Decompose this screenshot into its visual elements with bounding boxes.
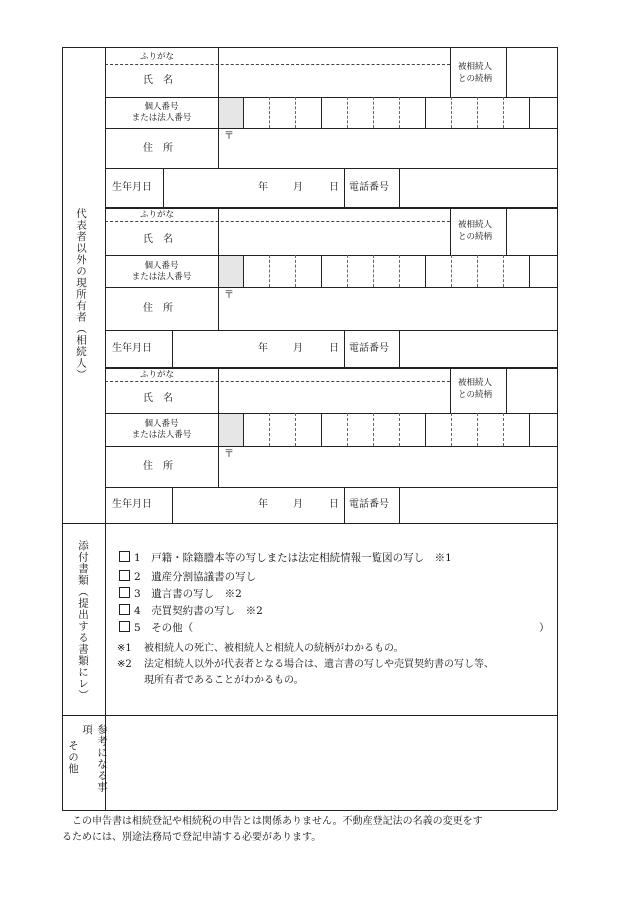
id-digit-divider	[295, 255, 296, 287]
id-digit-divider	[269, 255, 270, 287]
id-digit-shaded	[219, 256, 243, 287]
row-line	[105, 287, 557, 288]
id-label: または法人番号	[131, 430, 192, 440]
relation-label: との続柄	[458, 232, 493, 242]
furigana-label: ふりがな	[140, 210, 175, 220]
id-digit-divider	[295, 97, 296, 128]
month-label: 月	[293, 343, 303, 354]
attachment-option-4[interactable]: 4 売買契約書の写し ※2	[119, 604, 263, 618]
relation-divider-right	[506, 47, 507, 97]
id-digit-divider	[425, 97, 426, 128]
id-digit-divider	[399, 413, 400, 446]
attachment-option-5[interactable]: 5 その他（	[119, 621, 193, 635]
birth-divider	[163, 168, 164, 207]
id-digit-divider	[477, 97, 478, 128]
address-label: 住 所	[143, 461, 173, 472]
relation-divider-right	[506, 207, 507, 255]
relation-label: との続柄	[458, 74, 493, 84]
id-digit-divider	[243, 97, 244, 128]
phone-divider-right	[399, 487, 400, 523]
relation-divider-right	[506, 367, 507, 413]
name-label: 氏 名	[143, 393, 173, 404]
relation-divider-left	[450, 367, 451, 413]
id-digit-divider	[269, 97, 270, 128]
id-label: 個人番号	[144, 261, 179, 271]
id-digit-divider	[503, 413, 504, 446]
birth-divider	[172, 487, 173, 523]
note-2-mark: ※2	[117, 659, 132, 670]
relation-label: 被相続人	[458, 220, 493, 230]
row-line	[105, 413, 557, 414]
id-label: または法人番号	[131, 272, 192, 282]
year-label: 年	[258, 499, 268, 510]
other-close-paren: ）	[539, 622, 550, 634]
address-label: 住 所	[143, 303, 173, 314]
attachment-option-2[interactable]: 2 遺産分割協議書の写し	[119, 570, 256, 584]
id-digit-divider	[529, 97, 530, 128]
relation-label: 被相続人	[458, 378, 493, 388]
attachment-option-3[interactable]: 3 遺言書の写し ※2	[119, 587, 242, 601]
note-1-mark: ※1	[117, 643, 132, 654]
id-label: または法人番号	[131, 113, 192, 123]
name-label: 氏 名	[143, 234, 173, 245]
id-digit-divider	[477, 255, 478, 287]
id-digit-divider	[321, 255, 322, 287]
phone-divider-left	[344, 330, 345, 367]
id-digit-divider	[347, 413, 348, 446]
footer-note-line-1: この申告書は相続登記や相続税の申告とは関係ありません。不動産登記法の名義の変更をす	[62, 816, 483, 827]
id-digit-divider	[399, 255, 400, 287]
checkbox[interactable]	[119, 621, 130, 632]
phone-label: 電話番号	[349, 343, 389, 354]
checkbox[interactable]	[119, 587, 130, 598]
row-line	[105, 128, 557, 129]
furigana-divider	[105, 221, 450, 222]
furigana-divider	[105, 64, 450, 65]
year-label: 年	[258, 343, 268, 354]
id-digit-divider	[451, 255, 452, 287]
day-label: 日	[329, 499, 339, 510]
row-line	[105, 446, 557, 447]
section-divider-1	[62, 523, 557, 524]
id-digit-divider	[373, 413, 374, 446]
relation-divider-left	[450, 207, 451, 255]
footer-note-line-2: るためには、別途法務局で登記申請する必要があります。	[62, 832, 322, 843]
id-digit-divider	[373, 97, 374, 128]
id-digit-divider	[425, 255, 426, 287]
year-label: 年	[258, 182, 268, 193]
id-digit-divider	[243, 255, 244, 287]
id-digit-divider	[503, 255, 504, 287]
id-digit-divider	[321, 413, 322, 446]
phone-label: 電話番号	[349, 182, 389, 193]
id-digit-shaded	[219, 414, 243, 446]
relation-label: との続柄	[458, 390, 493, 400]
attachment-option-1[interactable]: 1 戸籍・除籍謄本等の写しまたは法定相続情報一覧図の写し ※1	[119, 551, 452, 565]
phone-divider-left	[344, 168, 345, 207]
furigana-divider	[105, 381, 450, 382]
furigana-label: ふりがな	[140, 52, 175, 62]
id-digit-divider	[399, 97, 400, 128]
postal-mark: 〒	[224, 290, 234, 301]
checkbox[interactable]	[119, 604, 130, 615]
birth-label: 生年月日	[112, 182, 152, 193]
postal-mark: 〒	[224, 449, 234, 460]
address-label: 住 所	[143, 143, 173, 154]
frame-left	[62, 47, 63, 810]
checkbox[interactable]	[119, 551, 130, 562]
furigana-label: ふりがな	[140, 370, 175, 380]
id-label: 個人番号	[144, 419, 179, 429]
id-digit-divider	[347, 255, 348, 287]
row-line	[105, 168, 557, 169]
name-label: 氏 名	[143, 75, 173, 86]
row-line	[105, 255, 557, 256]
relation-label: 被相続人	[458, 62, 493, 72]
reference-input-area[interactable]	[106, 716, 556, 809]
month-label: 月	[293, 499, 303, 510]
id-digit-divider	[477, 413, 478, 446]
frame-top	[62, 47, 557, 48]
reference-label-other: その他	[67, 740, 79, 775]
day-label: 日	[329, 182, 339, 193]
note-2-line-1: 法定相続人以外が代表者となる場合は、遺言書の写しや売買契約書の写し等、	[144, 659, 494, 670]
day-label: 日	[329, 343, 339, 354]
note-2-line-2: 現所有者であることがわかるもの。	[144, 675, 304, 686]
id-digit-divider	[295, 413, 296, 446]
block-end-line	[105, 207, 557, 209]
phone-label: 電話番号	[349, 499, 389, 510]
id-digit-divider	[451, 97, 452, 128]
phone-divider-left	[344, 487, 345, 523]
id-digit-divider	[529, 255, 530, 287]
id-digit-divider	[503, 97, 504, 128]
id-digit-divider	[347, 97, 348, 128]
phone-divider-right	[399, 168, 400, 207]
birth-label: 生年月日	[112, 499, 152, 510]
month-label: 月	[293, 182, 303, 193]
id-digit-divider	[269, 413, 270, 446]
postal-mark: 〒	[224, 131, 234, 142]
note-1: 被相続人の死亡、被相続人と相続人の続柄がわかるもの。	[144, 643, 404, 654]
id-digit-shaded	[219, 98, 243, 128]
relation-divider-left	[450, 47, 451, 97]
id-digit-divider	[321, 97, 322, 128]
checkbox[interactable]	[119, 570, 130, 581]
id-digit-divider	[451, 413, 452, 446]
id-digit-divider	[529, 413, 530, 446]
birth-divider	[172, 330, 173, 367]
birth-label: 生年月日	[112, 343, 152, 354]
frame-right	[557, 47, 558, 810]
id-label: 個人番号	[144, 102, 179, 112]
section-label-co-owners: 代表者以外の現所有者（相続人）	[75, 208, 87, 381]
attachments-label: 添付書類（提出する書類にレ）	[77, 540, 89, 701]
phone-divider-right	[399, 330, 400, 367]
reference-label: 参考になる事項	[81, 724, 108, 793]
block-end-line	[105, 367, 557, 369]
id-digit-divider	[373, 255, 374, 287]
frame-bottom	[62, 810, 557, 811]
id-digit-divider	[425, 413, 426, 446]
id-digit-divider	[243, 413, 244, 446]
row-line	[105, 97, 557, 98]
